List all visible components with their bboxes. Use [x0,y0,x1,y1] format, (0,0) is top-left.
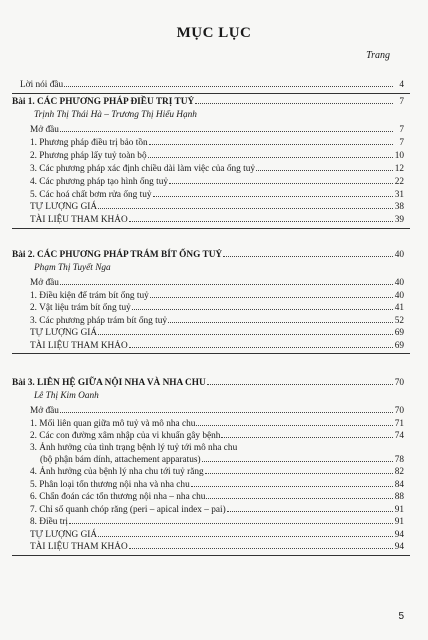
dot-leader [206,490,393,499]
dot-leader [64,78,393,87]
rule-line [12,353,410,354]
toc-entry-page: 70 [394,406,404,416]
dot-leader [221,429,393,438]
toc-entry-label: 2. Vật liệu trám bít ống tuỷ [30,303,131,313]
toc-entry[interactable] [30,301,404,313]
dot-leader [98,326,393,335]
toc-entry-page: 40 [394,250,404,260]
toc-entry-page: 22 [394,176,404,187]
toc-entry-label: TỰ LƯỢNG GIÁ [30,328,98,338]
toc-entry-page: 94 [394,542,404,553]
toc-entry-label: Bài 3. LIÊN HỆ GIỮA NỘI NHA VÀ NHA CHU [12,378,206,388]
dot-leader [129,213,393,222]
toc-entry-label: Bài 1. CÁC PHƯƠNG PHÁP ĐIỀU TRỊ TUỶ [12,97,195,107]
toc-entry[interactable] [30,417,404,429]
toc-entry[interactable] [30,162,404,174]
toc-entry-page: 10 [394,150,404,161]
dot-leader [256,162,393,171]
toc-entry-label: Lời nói đầu [20,80,64,90]
toc-entry[interactable] [30,515,404,527]
toc-entry-label: 3. Ảnh hưởng của tình trạng bệnh lý tuỷ tới mô nha chu [30,442,238,453]
dot-leader [60,276,393,285]
dot-leader [196,417,393,426]
toc-entry-label: 2. Phương pháp lấy tuỷ toàn bộ [30,150,147,161]
dot-leader [191,478,393,487]
dot-leader [205,465,393,474]
toc-entry[interactable] [30,503,404,515]
toc-entry-label: 8. Điều trị [30,517,68,528]
dot-leader [98,200,393,209]
dot-leader [207,376,393,385]
toc-entry-page: 40 [394,278,404,288]
dot-leader [60,123,393,132]
dot-leader [227,503,393,512]
toc-entry-label: 1. Điều kiện để trám bít ống tuỷ [30,290,149,301]
dot-leader [195,95,393,104]
dot-leader [168,314,393,323]
toc-entry-page: 91 [394,504,404,515]
toc-entry-label: 1. Mối liên quan giữa mô tuỷ và mô nha chu [30,418,196,429]
toc-entry-label: 1. Phương pháp điều trị bảo tồn [30,137,148,148]
toc-entry[interactable] [30,200,404,212]
toc-entry-label: 3. Các phương pháp xác định chiều dài làm việc của ống tuỷ [30,163,256,174]
toc-entry[interactable] [30,429,404,441]
dot-leader [129,339,393,348]
toc-entry[interactable] [40,453,404,465]
dot-leader [60,404,393,413]
toc-entry-label: Mở đầu [30,406,59,416]
toc-entry[interactable] [30,314,404,326]
toc-entry-label: 5. Phân loại tổn thương nội nha và nha chu [30,479,190,490]
toc-entry[interactable] [30,289,404,301]
toc-entry-page: 12 [394,163,404,174]
toc-entry-page: 91 [394,517,404,528]
toc-entry-label: 5. Các hoá chất bơm rửa ống tuỷ [30,189,152,200]
toc-entry-page: 41 [394,303,404,313]
toc-entry-page: 70 [394,378,404,388]
toc-chapter-3[interactable] [12,376,404,388]
dot-leader [202,453,393,462]
page-number: 5 [398,611,404,622]
toc-entry-page: 74 [394,431,404,441]
toc-entry-page: 39 [394,215,404,226]
toc-entry[interactable] [30,540,404,552]
toc-entry-page: 7 [399,97,404,107]
toc-entry[interactable] [30,175,404,187]
toc-entry-label: TÀI LIỆU THAM KHẢO [30,542,128,553]
dot-leader [149,136,393,145]
toc-entry-label: (bộ phận bám dính, attachement apparatus) [40,454,201,465]
rule-line [12,228,410,229]
dot-leader [148,149,393,158]
toc-entry-label: Mở đầu [30,278,59,288]
toc-chapter-1[interactable] [12,95,404,107]
toc-entry[interactable] [30,478,404,490]
dot-leader [169,175,393,184]
page-title: MỤC LỤC [176,25,252,41]
toc-entry-label: 2. Các con đường xâm nhập của vi khuẩn gây bệnh [30,431,221,441]
toc-entry-page: 4 [399,80,404,90]
toc-entry-page: 40 [394,290,404,301]
toc-entry-page: 7 [399,125,404,135]
dot-leader [223,248,393,257]
toc-entry-label: Mở đầu [30,125,59,135]
toc-entry-label: 4. Ảnh hưởng của bệnh lý nha chu tới tuỷ răng [30,467,204,478]
dot-leader [129,540,393,549]
toc-entry-label: Bài 2. CÁC PHƯƠNG PHÁP TRÁM BÍT ỐNG TUỶ [12,250,223,260]
chapter-author: Trịnh Thị Thái Hà – Trương Thị Hiếu Hạnh [34,110,197,120]
toc-entry-label: 7. Chỉ số quanh chóp răng (peri – apical index – pai) [30,504,226,515]
toc-entry[interactable] [30,213,404,225]
toc-entry-preface[interactable] [20,78,404,90]
dot-leader [69,515,393,524]
toc-entry[interactable] [30,528,404,540]
toc-entry-page: 38 [394,202,404,213]
toc-chapter-2[interactable] [12,248,404,260]
dot-leader [150,289,393,298]
toc-entry[interactable] [30,465,404,477]
toc-entry-page: 7 [399,137,404,148]
toc-entry-label: TỰ LƯỢNG GIÁ [30,529,98,540]
toc-entry-label: 6. Chẩn đoán các tổn thương nội nha – nha chu [30,492,206,503]
toc-entry[interactable] [30,326,404,338]
toc-entry-label: 4. Các phương pháp tạo hình ống tuỷ [30,176,169,187]
toc-entry-page: 82 [394,467,404,478]
dot-leader [153,188,394,197]
toc-entry-label: 3. Các phương pháp trám bít ống tuỷ [30,315,167,326]
toc-entry-page: 69 [394,328,404,338]
rule-line [12,555,410,556]
toc-entry[interactable] [30,404,404,416]
toc-entry-page: 88 [394,492,404,503]
toc-entry-page: 52 [394,315,404,326]
toc-entry[interactable] [30,123,404,135]
rule-line [12,93,410,94]
dot-leader [132,301,393,310]
toc-entry-page: 31 [394,189,404,200]
toc-entry-page: 94 [394,529,404,540]
toc-entry[interactable] [30,276,404,288]
chapter-author: Phạm Thị Tuyết Nga [34,263,111,273]
chapter-author: Lê Thị Kim Oanh [34,391,99,401]
toc-entry-label: TỰ LƯỢNG GIÁ [30,202,98,213]
toc-entry[interactable] [30,490,404,502]
toc-entry-page: 84 [394,479,404,490]
toc-entry[interactable] [30,136,404,148]
toc-entry[interactable] [30,339,404,351]
toc-entry-label: TÀI LIỆU THAM KHẢO [30,215,128,226]
toc-entry[interactable] [30,188,404,200]
toc-entry-page: 78 [394,454,404,465]
toc-entry-page: 71 [394,418,404,429]
trang-label: Trang [366,50,390,61]
toc-entry[interactable] [30,149,404,161]
toc-entry-page: 69 [394,340,404,351]
toc-entry-label: TÀI LIỆU THAM KHẢO [30,340,128,351]
dot-leader [98,528,393,537]
